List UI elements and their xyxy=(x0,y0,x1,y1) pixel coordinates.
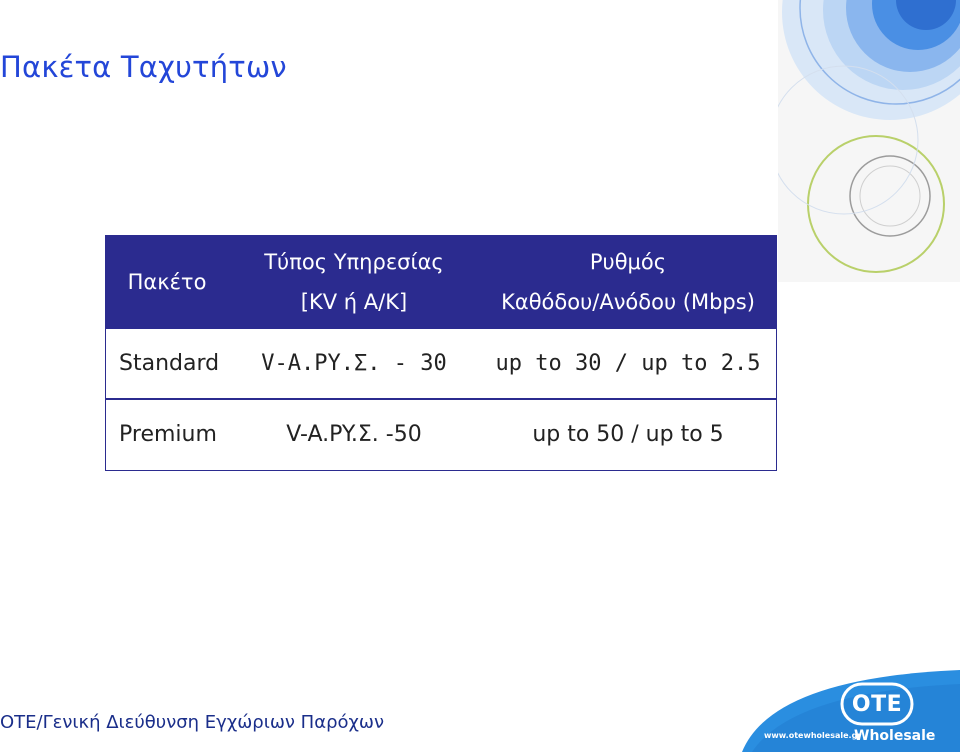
concentric-circles-decoration-icon xyxy=(778,0,960,282)
header-rate-line1: Ρυθμός xyxy=(589,250,667,274)
table-row xyxy=(105,329,777,399)
cell-package: Premium xyxy=(105,399,229,469)
header-service-type xyxy=(229,235,479,329)
slide-title: Πακέτα Ταχυτήτων xyxy=(0,50,287,84)
header-rate xyxy=(479,235,777,329)
cell-service: V-A.PY.Σ. - 30 xyxy=(261,351,447,376)
header-package xyxy=(105,235,229,329)
ote-logo-icon xyxy=(840,682,914,726)
cell-package: Standard xyxy=(119,351,220,376)
ote-logo-text: OTE xyxy=(851,691,903,717)
speed-packages-table xyxy=(105,235,777,469)
ote-logo-area xyxy=(742,670,960,752)
header-package-label: Πακέτο xyxy=(127,270,207,294)
footer-text: ΟΤΕ/Γενική Διεύθυνση Εγχώριων Παρόχων xyxy=(0,712,385,733)
header-rate-line2: Καθόδου/Ανόδου (Mbps) xyxy=(501,290,755,314)
table-header-row xyxy=(105,235,777,329)
header-service-type-line2: [KV ή A/K] xyxy=(300,290,408,314)
table-row xyxy=(105,399,777,469)
header-service-type-line1: Τύπος Υπηρεσίας xyxy=(264,250,444,274)
cell-rate: up to 50 / up to 5 xyxy=(479,399,777,469)
logo-url: www.otewholesale.gr xyxy=(764,731,862,740)
cell-service: V-A.PY.Σ. -50 xyxy=(229,399,479,469)
logo-subbrand: Wholesale xyxy=(854,728,936,744)
cell-rate: up to 30 / up to 2.5 xyxy=(495,351,761,376)
